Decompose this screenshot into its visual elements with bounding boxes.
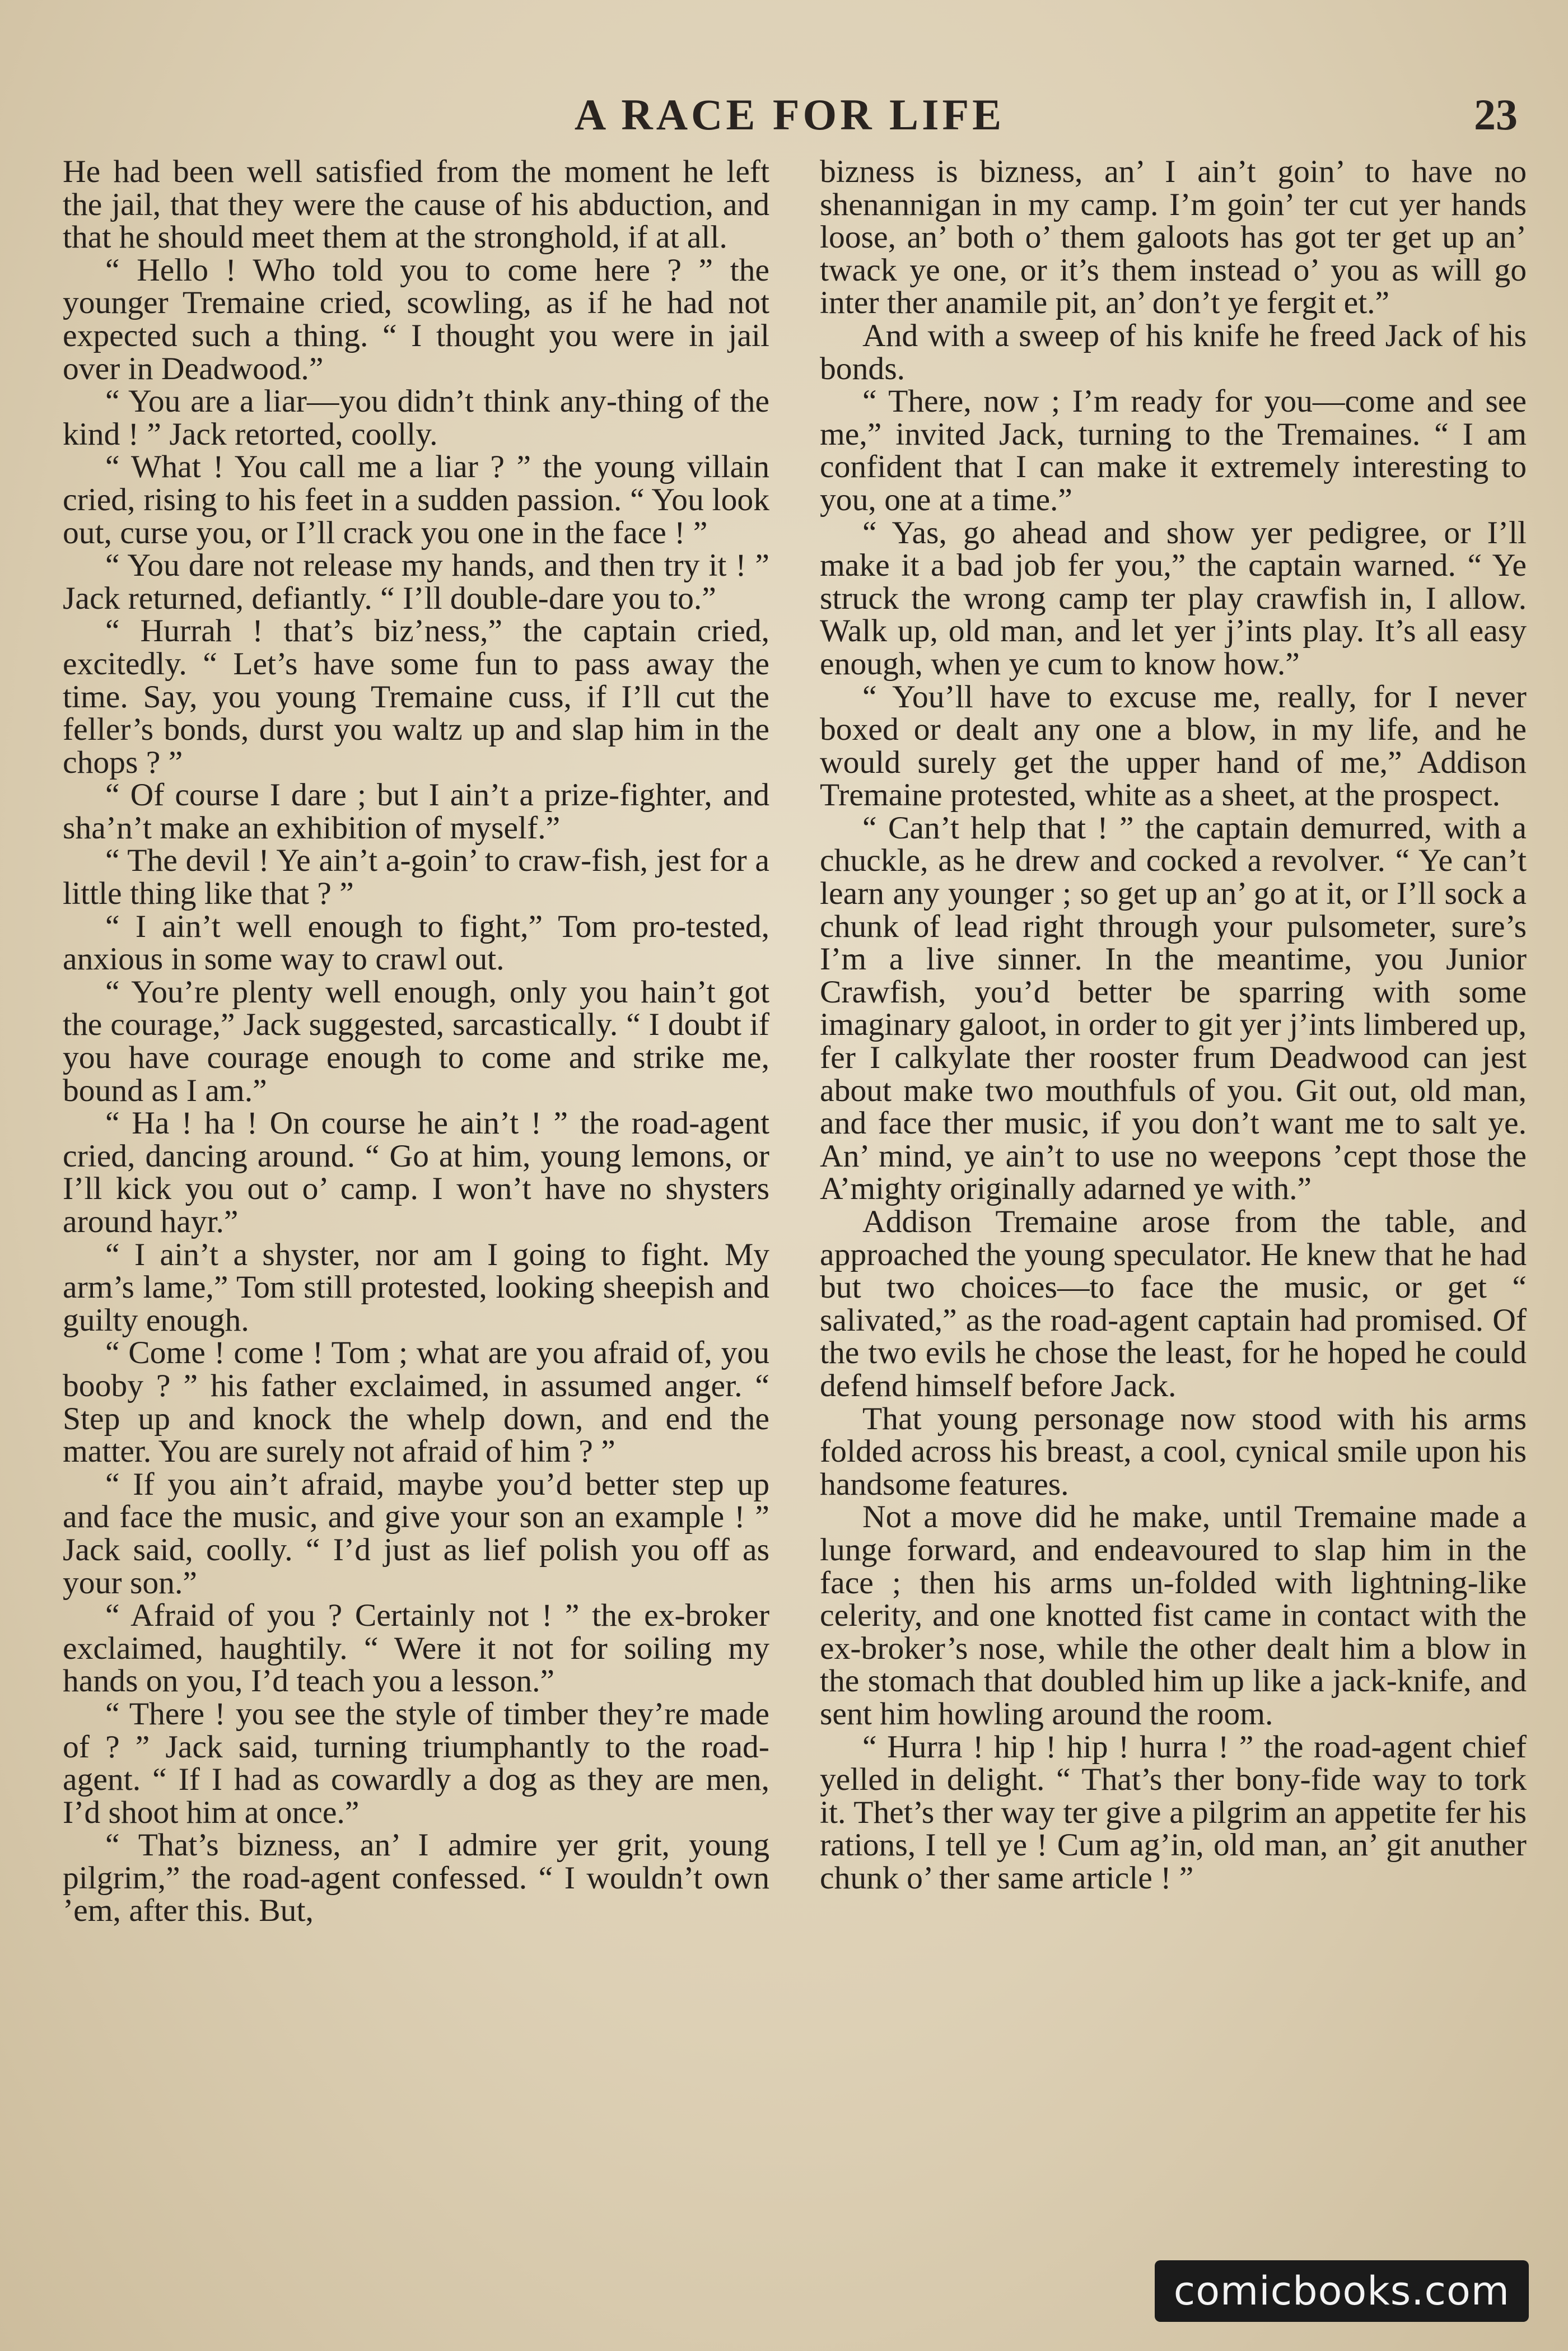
site-watermark: comicbooks.com [1155, 2260, 1529, 2322]
paragraph: “ You are a liar—you didn’t think any-thing of the kind ! ” Jack retorted, coolly. [63, 384, 769, 452]
paragraph: “ You dare not release my hands, and then try it ! ” Jack returned, defiantly. “ I’ll double-dare you to.” [63, 548, 769, 616]
paragraph: “ There, now ; I’m ready for you—come and see me,” invited Jack, turning to the Tremaines. “ I am confident that I can make it extremely interesting to you, one at a time.” [820, 384, 1527, 517]
paragraph: He had been well satisfied from the moment he left the jail, that they were the cause of his abduction, and that he should meet them at the stronghold, if at all. [63, 156, 769, 255]
paragraph: Addison Tremaine arose from the table, and approached the young speculator. He knew that he had but two choices—to face the music, or get “ salivated,” as the road-agent captain had promised. Of the two evils he chose the least, for he hoped he could defend himself before Jack. [820, 1204, 1527, 1403]
paragraph: “ There ! you see the style of timber they’re made of ? ” Jack said, turning triumphantly to the road-agent. “ If I had as cowardly a dog as they are men, I’d shoot him at once.” [63, 1696, 769, 1830]
paragraph: “ I ain’t a shyster, nor am I going to fight. My arm’s lame,” Tom still protested, looking sheepish and guilty enough. [63, 1237, 769, 1338]
right-column [820, 156, 1527, 2278]
paragraph: “ Hurra ! hip ! hip ! hurra ! ” the road-agent chief yelled in delight. “ That’s ther bony-fide way to tork it. Thet’s ther way ter give a pilgrim an appetite fer his rations, I tell ye ! Cum ag’in, old man, an’ git anuther chunk o’ ther same article ! ” [820, 1729, 1527, 1896]
paragraph: “ Ha ! ha ! On course he ain’t ! ” the road-agent cried, dancing around. “ Go at him, young lemons, or I’ll kick you out o’ camp. I won’t have no shysters around hayr.” [63, 1105, 769, 1239]
paragraph: bizness is bizness, an’ I ain’t goin’ to have no shenannigan in my camp. I’m goin’ ter cut yer hands loose, an’ both o’ them galoots has got ter get up an’ twack ye one, or it’s them instead o’ you as will go inter ther anamile pit, an’ don’t ye fergit et.” [820, 156, 1527, 321]
paragraph: “ Yas, go ahead and show yer pedigree, or I’ll make it a bad job fer you,” the captain warned. “ Ye struck the wrong camp ter play crawfish in, I allow. Walk up, old man, and let yer j’ints play. It’s all easy enough, when ye cum to know how.” [820, 515, 1527, 682]
paragraph: “ You’ll have to excuse me, really, for I never boxed or dealt any one a blow, in my life, and he would surely get the upper hand of me,” Addison Tremaine protested, white as a sheet, at the prospect. [820, 679, 1527, 813]
paragraph: That young personage now stood with his arms folded across his breast, a cool, cynical smile upon his handsome features. [820, 1401, 1527, 1502]
paragraph: “ That’s bizness, an’ I admire yer grit, young pilgrim,” the road-agent confessed. “ I wouldn’t own ’em, after this. But, [63, 1827, 769, 1929]
paragraph: “ Can’t help that ! ” the captain demurred, with a chuckle, as he drew and cocked a revolver. “ Ye can’t learn any younger ; so get up an’ go at it, or I’ll sock a chunk of lead right through your pulsometer, sure’s I’m a live sinner. In the meantime, you Junior Crawfish, you’d better be sparring with some imaginary galoot, in order to git yer j’ints limbered up, fer I calkylate ther rooster frum Deadwood can jest about make two mouthfuls of you. Git out, old man, and face ther music, if you don’t want me to salt ye. An’ mind, ye ain’t to use no weepons ’cept those the A’mighty originally adarned ye with.” [820, 810, 1527, 1207]
paragraph: “ The devil ! Ye ain’t a-goin’ to craw-fish, jest for a little thing like that ? ” [63, 843, 769, 912]
paragraph: “ What ! You call me a liar ? ” the young villain cried, rising to his feet in a sudden passion. “ You look out, curse you, or I’ll crack you one in the face ! ” [63, 449, 769, 551]
paragraph: “ If you ain’t afraid, maybe you’d better step up and face the music, and give your son an example ! ” Jack said, coolly. “ I’d just as lief polish you off as your son.” [63, 1466, 769, 1601]
paragraph: “ You’re plenty well enough, only you hain’t got the courage,” Jack suggested, sarcastically. “ I doubt if you have courage enough to come and strike me, bound as I am.” [63, 974, 769, 1108]
paragraph: And with a sweep of his knife he freed Jack of his bonds. [820, 318, 1527, 386]
paragraph: “ Afraid of you ? Certainly not ! ” the ex-broker exclaimed, haughtily. “ Were it not for soiling my hands on you, I’d teach you a lesson.” [63, 1598, 769, 1699]
page-header [62, 90, 1518, 151]
paragraph: “ I ain’t well enough to fight,” Tom pro-tested, anxious in some way to crawl out. [63, 908, 769, 977]
paragraph: “ Hello ! Who told you to come here ? ” the younger Tremaine cried, scowling, as if he had not expected such a thing. “ I thought you were in jail over in Deadwood.” [63, 252, 769, 386]
left-column [63, 156, 769, 2278]
running-title: A RACE FOR LIFE [574, 90, 1005, 139]
paragraph: “ Hurrah ! that’s biz’ness,” the captain cried, excitedly. “ Let’s have some fun to pass away the time. Say, you young Tremaine cuss, if I’ll cut the feller’s bonds, durst you waltz up and slap him in the chops ? ” [63, 613, 769, 780]
page-number: 23 [1474, 90, 1518, 139]
paragraph: “ Of course I dare ; but I ain’t a prize-fighter, and sha’n’t make an exhibition of myself.” [63, 777, 769, 846]
paragraph: “ Come ! come ! Tom ; what are you afraid of, you booby ? ” his father exclaimed, in assumed anger. “ Step up and knock the whelp down, and end the matter. You are surely not afraid of him ? ” [63, 1335, 769, 1470]
paragraph: Not a move did he make, until Tremaine made a lunge forward, and endeavoured to slap him in the face ; then his arms un-folded with lightning-like celerity, and one knotted fist came in contact with the ex-broker’s nose, while the other dealt him a blow in the stomach that doubled him up like a jack-knife, and sent him howling around the room. [820, 1499, 1527, 1732]
